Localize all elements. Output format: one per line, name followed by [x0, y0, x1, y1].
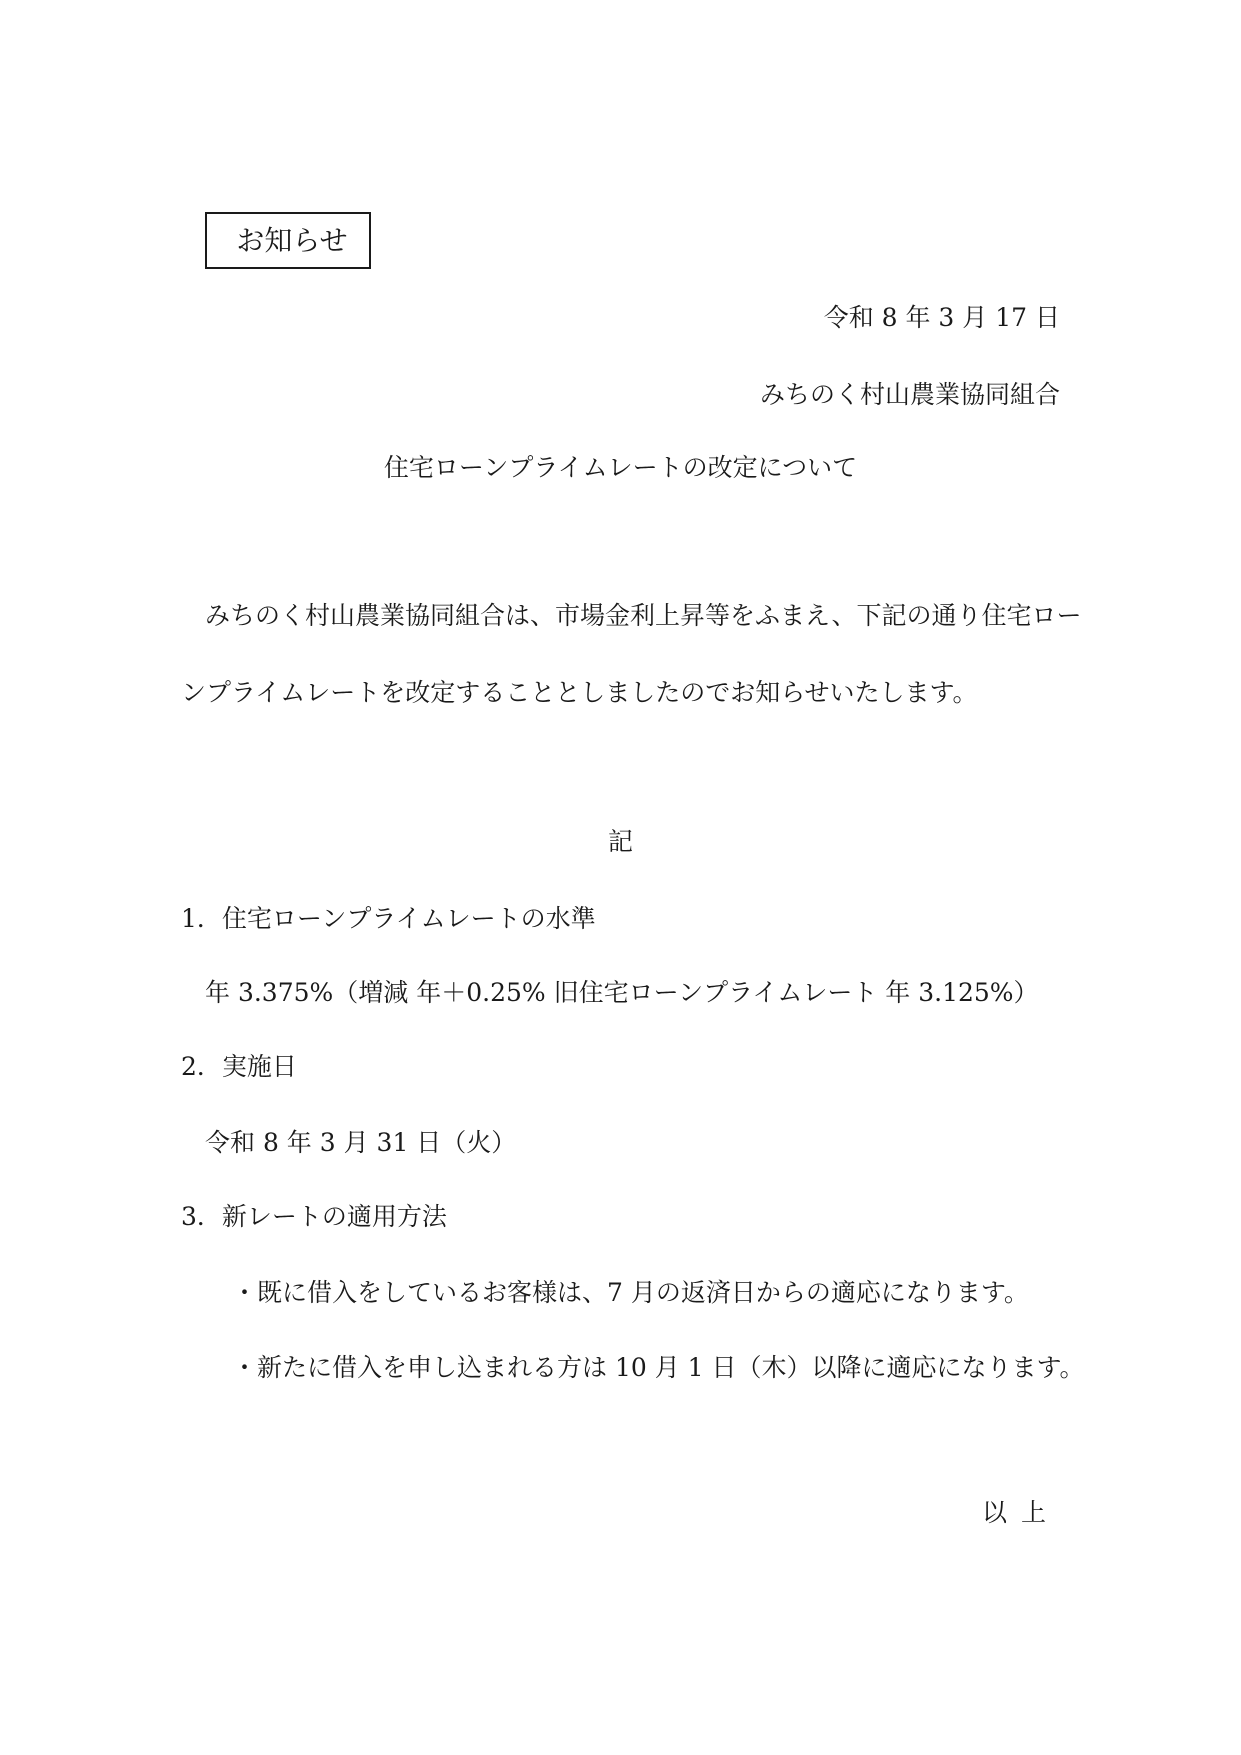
item-1-detail: 年 3.375%（増減 年＋0.25% 旧住宅ローンプライムレート 年 3.125%）	[205, 978, 1039, 1007]
organization-name: みちのく村山農業協同組合	[759, 380, 1060, 409]
item-3-bullet-2: ・新たに借入を申し込まれる方は 10 月 1 日（木）以降に適応になります。	[232, 1353, 1085, 1382]
document-title: 住宅ローンプライムレートの改定について	[383, 453, 858, 482]
item-2-heading: 2．実施日	[181, 1052, 297, 1081]
item-3-bullet-1: ・既に借入をしているお客様は、7 月の返済日からの適応になります。	[232, 1278, 1029, 1307]
notice-date: 令和 8 年 3 月 17 日	[823, 303, 1060, 332]
notice-label: お知らせ	[205, 212, 371, 269]
body-text-line-2: ンプライムレートを改定することとしましたのでお知らせいたします。	[181, 678, 978, 707]
item-1-heading: 1．住宅ローンプライムレートの水準	[181, 904, 596, 933]
body-text-line-1: みちのく村山農業協同組合は、市場金利上昇等をふまえ、下記の通り住宅ロー	[205, 601, 1082, 630]
item-3-heading: 3．新レートの適用方法	[181, 1202, 447, 1231]
item-2-detail: 令和 8 年 3 月 31 日（火）	[205, 1128, 517, 1157]
ki-heading: 記	[607, 827, 633, 856]
closing-mark: 以上	[981, 1498, 1060, 1527]
